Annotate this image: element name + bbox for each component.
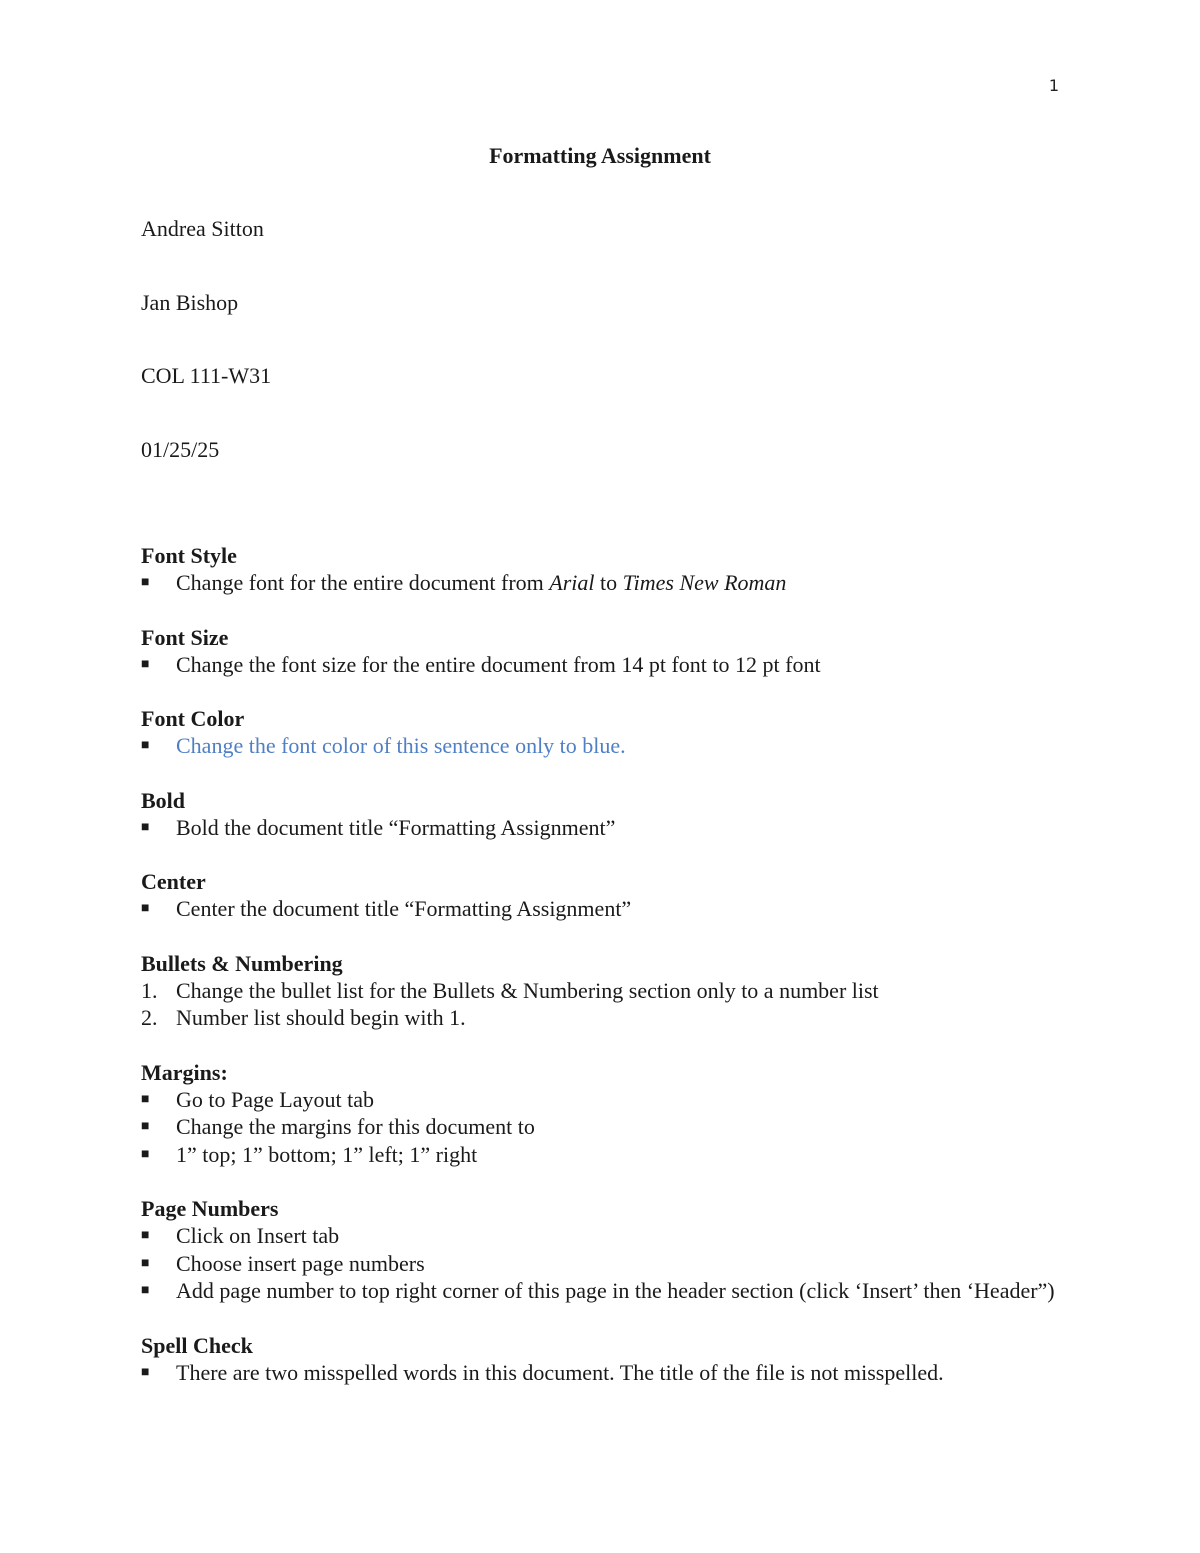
item-text: Click on Insert tab (176, 1223, 340, 1248)
author-name: Andrea Sitton (141, 216, 264, 241)
list-item (141, 1141, 1061, 1169)
list-item (141, 1277, 1061, 1305)
bullet-square-icon: ■ (141, 1255, 150, 1271)
item-text: Center the document title “Formatting Assignment” (176, 896, 632, 921)
bullet-square-icon: ■ (141, 738, 150, 753)
item-text: There are two misspelled words in this document. The title of the file is not misspelled. (176, 1359, 944, 1385)
bullet-square-icon: ■ (141, 575, 150, 590)
section-font-color (141, 705, 1061, 760)
item-text: Bold the document title “Formatting Assignment” (176, 814, 616, 840)
bullet-square-icon: ■ (141, 1119, 150, 1134)
section-bullets-numbering (141, 950, 1061, 1032)
section-title: Page Numbers (141, 1196, 279, 1221)
list-number: 2. (141, 1005, 158, 1030)
section-title: Margins: (141, 1059, 228, 1085)
item-text: Number list should begin with 1. (176, 1005, 466, 1030)
section-bold (141, 787, 1061, 842)
bullet-square-icon: ■ (141, 901, 150, 916)
section-title: Spell Check (141, 1332, 253, 1358)
section-title: Bullets & Numbering (141, 950, 343, 976)
section-font-style (141, 542, 1061, 597)
instructor-name: Jan Bishop (141, 289, 239, 315)
section-page-numbers (141, 1195, 1061, 1305)
list-item (141, 1250, 1061, 1278)
bullet-square-icon: ■ (141, 1091, 150, 1107)
student-heading (141, 214, 271, 508)
list-item (141, 1222, 1061, 1250)
bullet-square-icon: ■ (141, 1228, 150, 1243)
bullet-square-icon: ■ (141, 1364, 150, 1380)
course-code: COL 111-W31 (141, 363, 272, 388)
list-item (141, 814, 1061, 842)
bullet-square-icon: ■ (141, 1283, 150, 1298)
section-title: Bold (141, 787, 186, 813)
item-text: to (594, 570, 623, 595)
item-text: Go to Page Layout tab (176, 1086, 374, 1112)
item-text: Change font for the entire document from (176, 570, 550, 595)
section-title: Center (141, 869, 206, 894)
item-text: Change the font size for the entire document from 14 pt font to 12 pt font (176, 651, 821, 677)
item-text: Change the margins for this document to (176, 1114, 535, 1139)
bullet-square-icon: ■ (141, 819, 150, 835)
font-name-italic: Times New Roman (622, 570, 787, 595)
item-text: 1” top; 1” bottom; 1” left; 1” right (176, 1141, 478, 1167)
list-item (141, 732, 1061, 760)
font-name-italic: Arial (549, 570, 595, 595)
section-title: Font Size (141, 624, 229, 650)
section-title: Font Style (141, 543, 237, 568)
item-text: Choose insert page numbers (176, 1250, 425, 1276)
bullet-square-icon: ■ (141, 1146, 150, 1162)
section-font-size (141, 624, 1061, 679)
document-title: Formatting Assignment (489, 143, 711, 168)
list-item (141, 1359, 1061, 1387)
section-title: Font Color (141, 706, 245, 731)
list-item (141, 1113, 1061, 1141)
section-margins (141, 1059, 1061, 1169)
list-item (141, 977, 1061, 1005)
list-item (141, 1086, 1061, 1114)
list-item (141, 895, 1061, 923)
item-text: Add page number to top right corner of this page in the header section (click ‘Insert’ then ‘Header”) (176, 1278, 1055, 1303)
assignment-date: 01/25/25 (141, 436, 220, 462)
list-item (141, 651, 1061, 679)
item-text-blue: Change the font color of this sentence only to blue. (176, 733, 626, 758)
bullet-square-icon: ■ (141, 656, 150, 672)
item-text: Change the bullet list for the Bullets & Numbering section only to a number list (176, 977, 879, 1003)
section-center (141, 868, 1061, 923)
list-item (141, 1004, 1061, 1032)
instructions-body (141, 542, 1061, 1413)
section-spell-check (141, 1332, 1061, 1387)
list-item (141, 569, 1061, 597)
page-number: 1 (1048, 76, 1059, 95)
list-number: 1. (141, 977, 158, 1003)
